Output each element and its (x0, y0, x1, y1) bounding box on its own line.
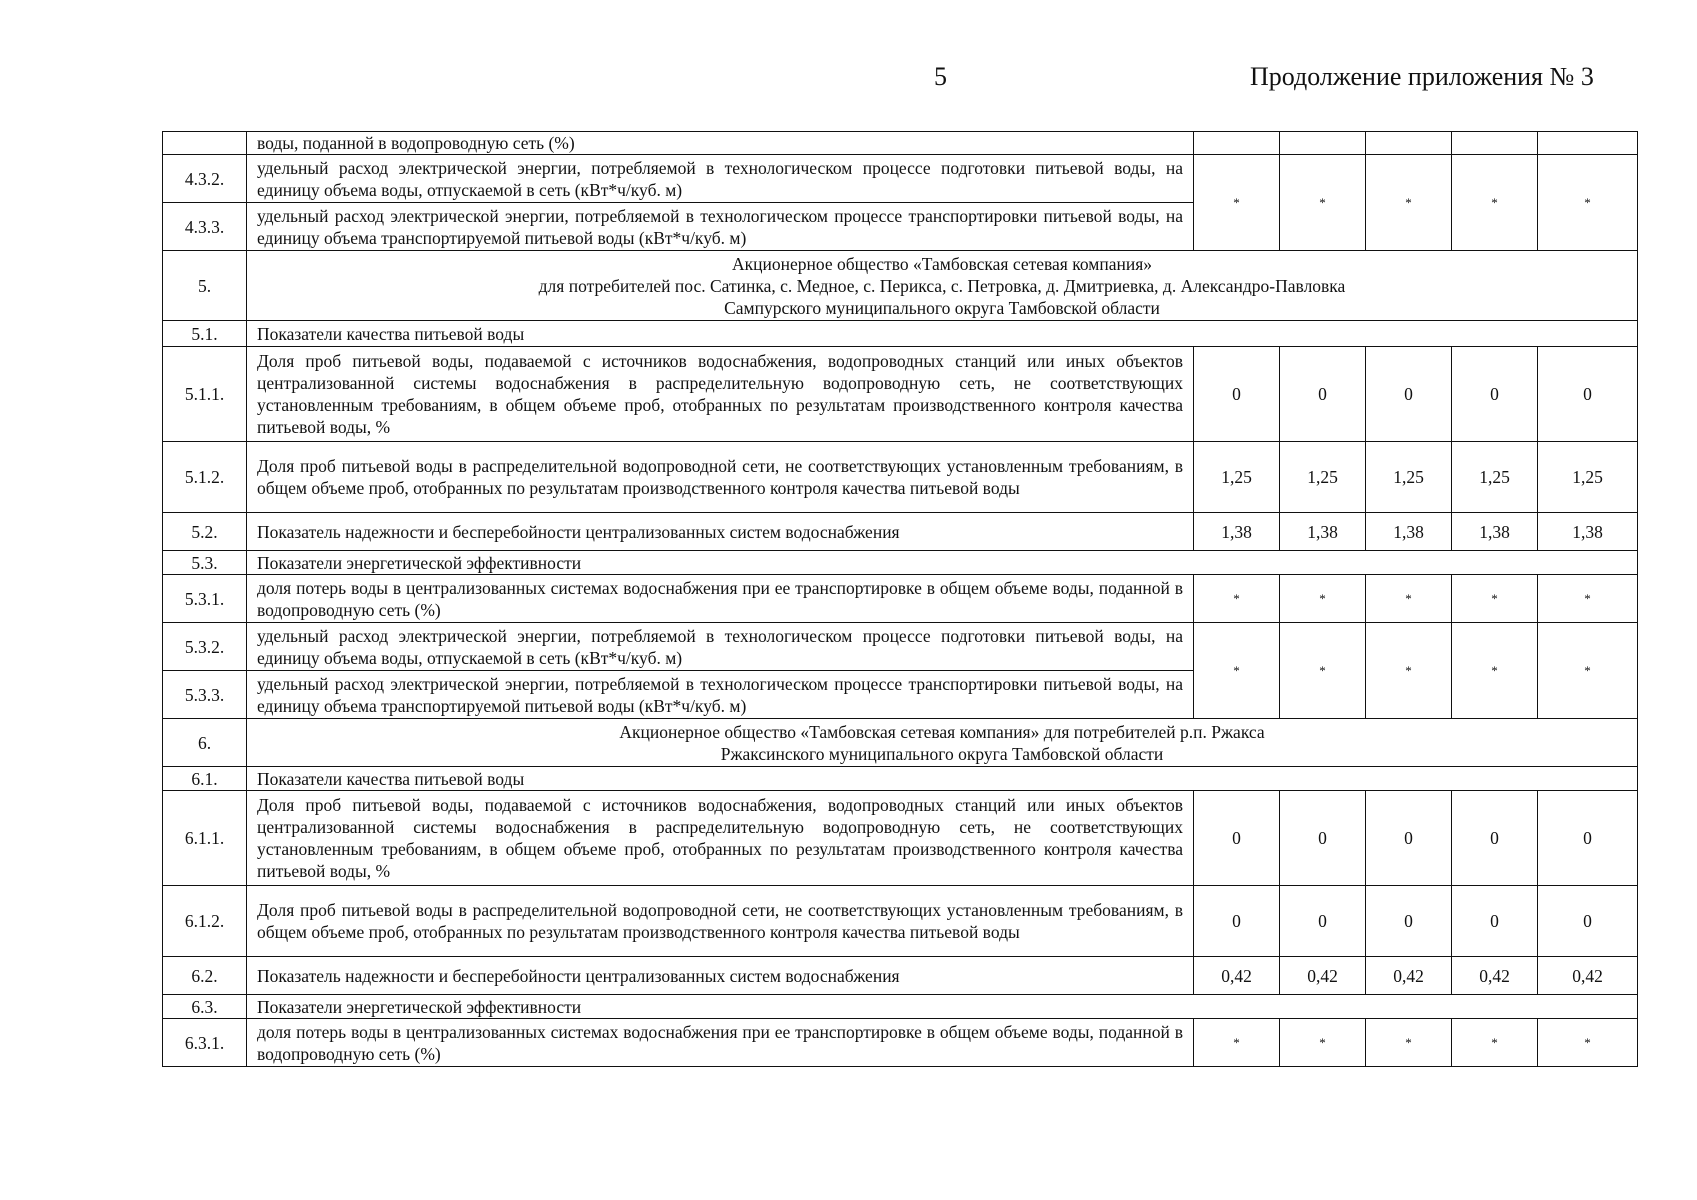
value-cell: * (1366, 575, 1452, 623)
value-cell: * (1280, 1019, 1366, 1067)
value-cell: * (1194, 575, 1280, 623)
value-cell: * (1452, 1019, 1538, 1067)
value-cell: 0 (1194, 791, 1280, 886)
indicator-text: Доля проб питьевой воды в распределительной водопроводной сети, не соответствующих установленным требованиям, в общем объеме проб, отобранных по результатам производственного контроля качества питьевой воды (247, 442, 1194, 513)
table-row (163, 513, 1638, 551)
value-cell (1366, 132, 1452, 155)
value-cell: 1,38 (1194, 513, 1280, 551)
value-cell: * (1538, 623, 1638, 719)
indicator-text: доля потерь воды в централизованных системах водоснабжения при ее транспортировке в общем объеме воды, поданной в водопроводную сеть (%) (247, 575, 1194, 623)
indicators-table (162, 131, 1638, 1067)
section-heading: Показатели энергетической эффективности (247, 995, 1638, 1019)
row-number: 5.1.1. (163, 347, 247, 442)
row-number: 5.3.2. (163, 623, 247, 671)
value-cell: * (1194, 155, 1280, 251)
value-cell: 0 (1452, 886, 1538, 957)
table-row (163, 347, 1638, 442)
section-heading: Показатели качества питьевой воды (247, 321, 1638, 347)
table-row (163, 767, 1638, 791)
organization-heading (247, 251, 1638, 321)
value-cell: * (1452, 623, 1538, 719)
indicator-text: Показатель надежности и бесперебойности централизованных систем водоснабжения (247, 513, 1194, 551)
value-cell: 0 (1538, 347, 1638, 442)
row-number: 6.3. (163, 995, 247, 1019)
row-number: 5.2. (163, 513, 247, 551)
value-cell: 1,38 (1538, 513, 1638, 551)
indicator-text: Доля проб питьевой воды в распределительной водопроводной сети, не соответствующих установленным требованиям, в общем объеме проб, отобранных по результатам производственного контроля качества питьевой воды (247, 886, 1194, 957)
row-number: 4.3.3. (163, 203, 247, 251)
value-cell: 0 (1538, 791, 1638, 886)
row-number: 6.1.1. (163, 791, 247, 886)
organization-line: Сампурского муниципального округа Тамбовской области (724, 297, 1160, 318)
value-cell: 0 (1452, 347, 1538, 442)
row-number: 5.3.3. (163, 671, 247, 719)
row-number (163, 132, 247, 155)
value-cell: * (1538, 1019, 1638, 1067)
indicator-text: доля потерь воды в централизованных системах водоснабжения при ее транспортировке в общем объеме воды, поданной в водопроводную сеть (%) (247, 1019, 1194, 1067)
indicator-text: удельный расход электрической энергии, потребляемой в технологическом процессе транспортировки питьевой воды, на единицу объема транспортируемой питьевой воды (кВт*ч/куб. м) (247, 203, 1194, 251)
row-number: 6.3.1. (163, 1019, 247, 1067)
value-cell: * (1366, 1019, 1452, 1067)
indicator-text: удельный расход электрической энергии, потребляемой в технологическом процессе подготовки питьевой воды, на единицу объема воды, отпускаемой в сеть (кВт*ч/куб. м) (247, 623, 1194, 671)
value-cell: 1,25 (1366, 442, 1452, 513)
value-cell: * (1194, 623, 1280, 719)
value-cell (1280, 132, 1366, 155)
value-cell: * (1280, 623, 1366, 719)
value-cell: * (1452, 575, 1538, 623)
value-cell: 1,25 (1194, 442, 1280, 513)
value-cell: 0 (1194, 886, 1280, 957)
organization-line: Ржаксинского муниципального округа Тамбовской области (720, 743, 1164, 764)
table-row (163, 251, 1638, 321)
organization-heading (247, 719, 1638, 767)
value-cell: 0 (1366, 347, 1452, 442)
organization-line: Акционерное общество «Тамбовская сетевая компания» для потребителей р.п. Ржакса (619, 721, 1265, 742)
table-row (163, 719, 1638, 767)
row-number: 5.3.1. (163, 575, 247, 623)
organization-line: для потребителей пос. Сатинка, с. Медное, с. Перикса, с. Петровка, д. Дмитриевка, д. Александро-Павловка (538, 275, 1346, 296)
section-heading: Показатели энергетической эффективности (247, 551, 1638, 575)
value-cell: * (1366, 155, 1452, 251)
table-row (163, 321, 1638, 347)
indicator-text: воды, поданной в водопроводную сеть (%) (247, 132, 1194, 155)
page-number: 5 (934, 62, 947, 91)
indicator-text: Доля проб питьевой воды, подаваемой с источников водоснабжения, водопроводных станций или иных объектов централизованной системы водоснабжения в распределительную водопроводную сеть, не соответствующих установленным требованиям, в общем объеме проб, отобранных по результатам производственного контроля качества питьевой воды, % (247, 347, 1194, 442)
table-row (163, 132, 1638, 155)
section-heading: Показатели качества питьевой воды (247, 767, 1638, 791)
value-cell: * (1538, 155, 1638, 251)
value-cell: * (1452, 155, 1538, 251)
indicator-text: Доля проб питьевой воды, подаваемой с источников водоснабжения, водопроводных станций или иных объектов централизованной системы водоснабжения в распределительную водопроводную сеть, не соответствующих установленным требованиям, в общем объеме проб, отобранных по результатам производственного контроля качества питьевой воды, % (247, 791, 1194, 886)
value-cell: 1,25 (1538, 442, 1638, 513)
row-number: 5.1.2. (163, 442, 247, 513)
row-number: 6.1. (163, 767, 247, 791)
value-cell: 0 (1366, 791, 1452, 886)
value-cell (1194, 132, 1280, 155)
row-number: 5.3. (163, 551, 247, 575)
value-cell: 1,38 (1452, 513, 1538, 551)
value-cell: * (1280, 155, 1366, 251)
indicator-text: удельный расход электрической энергии, потребляемой в технологическом процессе транспортировки питьевой воды, на единицу объема транспортируемой питьевой воды (кВт*ч/куб. м) (247, 671, 1194, 719)
value-cell: 0 (1538, 886, 1638, 957)
row-number: 4.3.2. (163, 155, 247, 203)
table-row (163, 886, 1638, 957)
value-cell: 1,25 (1280, 442, 1366, 513)
table-row (163, 1019, 1638, 1067)
value-cell (1538, 132, 1638, 155)
value-cell: 0,42 (1280, 957, 1366, 995)
value-cell: * (1280, 575, 1366, 623)
table-row (163, 791, 1638, 886)
indicator-text: Показатель надежности и бесперебойности централизованных систем водоснабжения (247, 957, 1194, 995)
row-number: 6.2. (163, 957, 247, 995)
value-cell: 0 (1452, 791, 1538, 886)
table-row (163, 575, 1638, 623)
value-cell: 0 (1194, 347, 1280, 442)
value-cell: 0 (1366, 886, 1452, 957)
value-cell: 1,38 (1366, 513, 1452, 551)
value-cell: * (1366, 623, 1452, 719)
value-cell: 0,42 (1452, 957, 1538, 995)
table-row (163, 957, 1638, 995)
row-number: 5. (163, 251, 247, 321)
value-cell: 0,42 (1538, 957, 1638, 995)
value-cell: 0,42 (1366, 957, 1452, 995)
value-cell (1452, 132, 1538, 155)
table-row (163, 995, 1638, 1019)
indicator-text: удельный расход электрической энергии, потребляемой в технологическом процессе подготовки питьевой воды, на единицу объема воды, отпускаемой в сеть (кВт*ч/куб. м) (247, 155, 1194, 203)
value-cell: 0 (1280, 347, 1366, 442)
organization-line: Акционерное общество «Тамбовская сетевая компания» (732, 253, 1152, 274)
row-number: 6.1.2. (163, 886, 247, 957)
table-row (163, 155, 1638, 203)
value-cell: 1,38 (1280, 513, 1366, 551)
table-row (163, 442, 1638, 513)
value-cell: * (1194, 1019, 1280, 1067)
value-cell: 1,25 (1452, 442, 1538, 513)
value-cell: * (1538, 575, 1638, 623)
row-number: 5.1. (163, 321, 247, 347)
value-cell: 0 (1280, 886, 1366, 957)
value-cell: 0,42 (1194, 957, 1280, 995)
row-number: 6. (163, 719, 247, 767)
table-row (163, 551, 1638, 575)
table-row (163, 623, 1638, 671)
appendix-caption: Продолжение приложения № 3 (1250, 62, 1594, 91)
value-cell: 0 (1280, 791, 1366, 886)
